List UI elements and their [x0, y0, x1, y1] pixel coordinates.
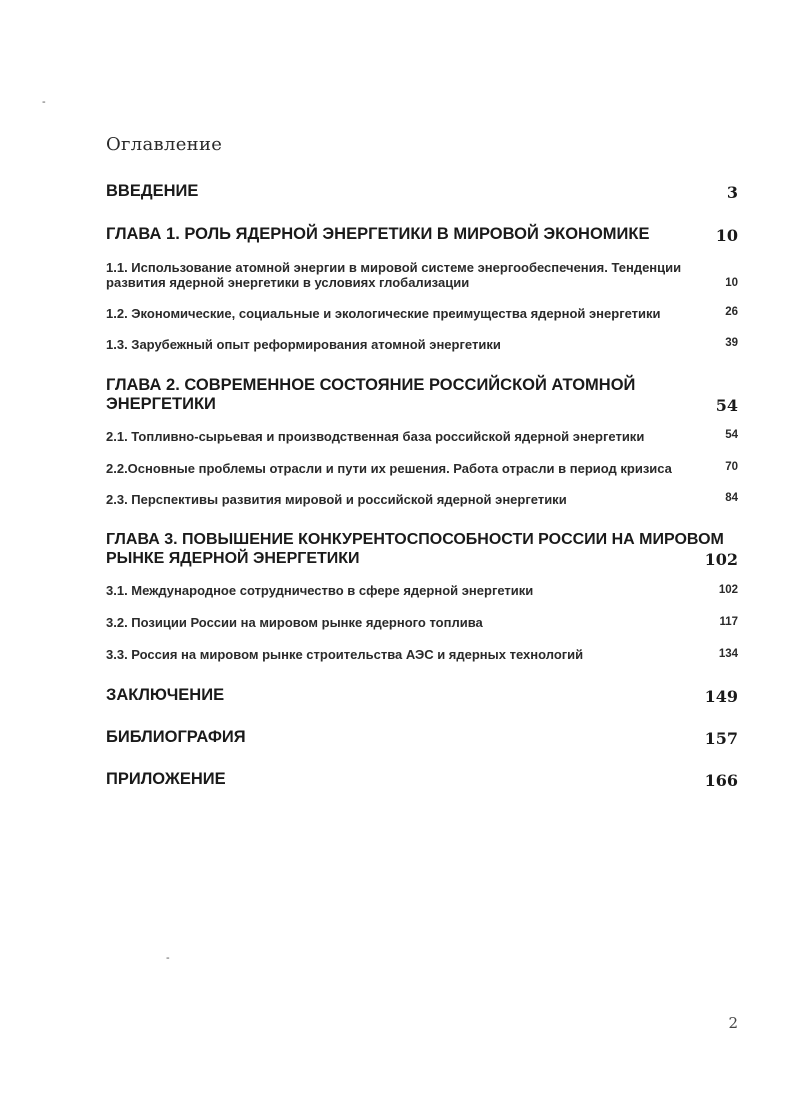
toc-entry-chapter-3: ГЛАВА 3. ПОВЫШЕНИЕ КОНКУРЕНТОСПОСОБНОСТИ РОССИИ НА МИРОВОМ	[106, 531, 724, 548]
page-ref-chapter-2: 54	[715, 396, 738, 415]
toc-entry-chapter-3-cont: РЫНКЕ ЯДЕРНОЙ ЭНЕРГЕТИКИ	[106, 550, 360, 567]
toc-entry-section-1-3: 1.3. Зарубежный опыт реформирования атомной энергетики	[106, 337, 501, 352]
scan-mark: -	[166, 952, 170, 964]
page-ref-chapter-3: 102	[704, 550, 738, 569]
toc-entry-bibliography: БИБЛИОГРАФИЯ	[106, 728, 246, 746]
page-ref-bibliography: 157	[704, 729, 738, 748]
toc-entry-chapter-1: ГЛАВА 1. РОЛЬ ЯДЕРНОЙ ЭНЕРГЕТИКИ В МИРОВОЙ ЭКОНОМИКЕ	[106, 225, 650, 243]
toc-entry-introduction: ВВЕДЕНИЕ	[106, 182, 199, 200]
page-ref-section-3-3: 134	[718, 648, 738, 660]
scan-mark: -	[42, 96, 46, 108]
page-ref-conclusion: 149	[704, 687, 738, 706]
toc-entry-section-3-1: 3.1. Международное сотрудничество в сфере ядерной энергетики	[106, 583, 534, 598]
toc-entry-section-3-3: 3.3. Россия на мировом рынке строительства АЭС и ядерных технологий	[106, 647, 584, 662]
page-ref-section-1-2: 26	[725, 306, 738, 318]
toc-entry-appendix: ПРИЛОЖЕНИЕ	[106, 770, 226, 788]
page-ref-section-2-1: 54	[725, 429, 738, 441]
page-number: 2	[728, 1014, 738, 1032]
page-ref-section-3-1: 102	[718, 584, 738, 596]
toc-entry-section-1-1-cont: развития ядерной энергетики в условиях глобализации	[106, 275, 470, 290]
page-ref-section-1-3: 39	[725, 337, 738, 349]
page-ref-section-3-2: 117	[719, 616, 738, 628]
toc-entry-section-2-1: 2.1. Топливно-сырьевая и производственная база российской ядерной энергетики	[106, 429, 645, 444]
page-ref-chapter-1: 10	[715, 226, 738, 245]
page-ref-appendix: 166	[704, 771, 738, 790]
toc-entry-section-1-1: 1.1. Использование атомной энергии в мировой системе энергообеспечения. Тенденции	[106, 260, 682, 275]
toc-entry-section-2-2: 2.2.Основные проблемы отрасли и пути их решения. Работа отрасли в период кризиса	[106, 461, 672, 476]
page-ref-introduction: 3	[726, 183, 738, 202]
page-ref-section-2-3: 84	[725, 492, 738, 504]
toc-entry-section-2-3: 2.3. Перспективы развития мировой и российской ядерной энергетики	[106, 492, 567, 507]
toc-entry-section-3-2: 3.2. Позиции России на мировом рынке ядерного топлива	[106, 615, 483, 630]
page-ref-section-1-1: 10	[725, 277, 738, 289]
page-ref-section-2-2: 70	[725, 461, 738, 473]
toc-title: Оглавление	[106, 134, 223, 155]
toc-entry-section-1-2: 1.2. Экономические, социальные и экологические преимущества ядерной энергетики	[106, 306, 661, 321]
toc-entry-chapter-2: ГЛАВА 2. СОВРЕМЕННОЕ СОСТОЯНИЕ РОССИЙСКОЙ АТОМНОЙ	[106, 376, 636, 394]
toc-entry-chapter-2-cont: ЭНЕРГЕТИКИ	[106, 395, 216, 413]
toc-entry-conclusion: ЗАКЛЮЧЕНИЕ	[106, 686, 225, 704]
